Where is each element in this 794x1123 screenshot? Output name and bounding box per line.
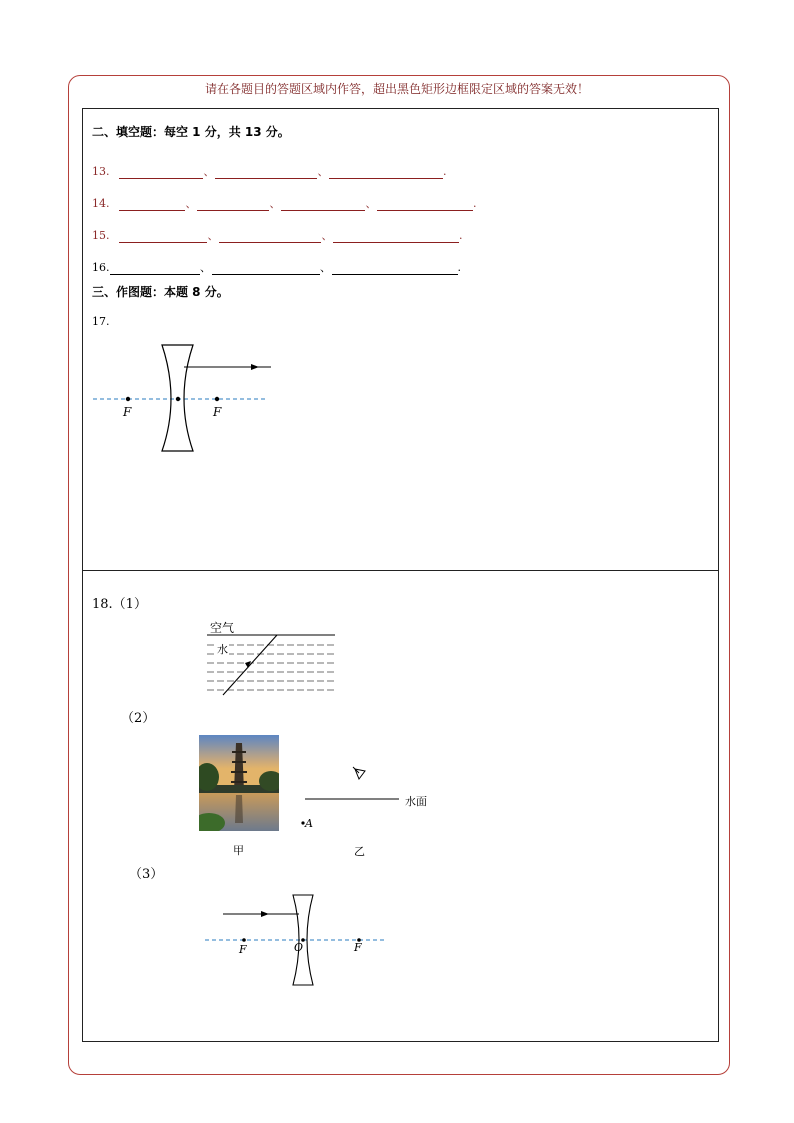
water-surface-label: 水面 [405,795,427,808]
q16-row [92,259,461,279]
refracted-ray [223,635,277,695]
answer-box-q18 [82,570,719,1042]
period: . [457,261,461,274]
q13-blank-1[interactable] [119,166,203,179]
q14-row [92,195,477,215]
q14-blank-3[interactable] [281,198,365,211]
q17-focus-right-label: F [213,405,222,419]
q14-blank-2[interactable] [197,198,269,211]
q13-blank-3[interactable] [329,166,443,179]
focal-point-left [126,397,130,401]
separator: 、 [317,165,329,178]
q15-blank-2[interactable] [219,230,321,243]
section2-title: 二、填空题：每空 1 分，共 13 分。 [92,125,290,139]
q13-row [92,163,447,183]
focal-point-left [242,938,246,942]
separator: 、 [365,197,377,210]
period: . [443,165,447,178]
q17-focus-left-label: F [123,405,132,419]
optical-center [176,397,180,401]
q17-number: 17. [92,315,110,328]
q16-number: 16. [92,261,110,274]
pagoda-reflection-photo [199,735,279,831]
q16-blank-2[interactable] [212,262,320,275]
part3-label: （3） [129,867,164,882]
air-label: 空气 [210,621,235,635]
q14-blank-4[interactable] [377,198,473,211]
q15-number: 15. [92,229,110,242]
reflection-diagram [301,761,401,831]
separator: 、 [207,229,219,242]
arrow-icon [261,911,269,917]
q15-blank-1[interactable] [119,230,207,243]
q17-concave-lens-diagram [83,329,303,459]
arrow-icon [251,364,259,370]
q16-blank-3[interactable] [332,262,458,275]
part2-label: （2） [121,711,156,726]
answer-notice: 请在各题目的答题区域内作答，超出黑色矩形边框限定区域的答案无效！ [204,82,589,96]
q18-center-label: O [294,941,304,954]
period: . [459,229,463,242]
q18-label: 18.（1） [92,597,147,612]
caption-yi: 乙 [354,845,365,858]
section3-title: 三、作图题：本题 8 分。 [92,285,229,299]
q15-blank-3[interactable] [333,230,459,243]
period: . [473,197,477,210]
water-label: 水 [217,643,228,656]
caption-jia: 甲 [233,844,244,857]
separator: 、 [320,261,331,274]
q13-blank-2[interactable] [215,166,317,179]
separator: 、 [269,197,281,210]
separator: 、 [203,165,215,178]
q14-blank-1[interactable] [119,198,185,211]
separator: 、 [200,261,211,274]
q15-row [92,227,463,247]
q13-number: 13. [92,165,110,178]
separator: 、 [185,197,197,210]
answer-box-section2-3 [82,108,719,571]
q18-focus-right-label: F [354,941,362,954]
q18-focus-left-label: F [239,943,247,956]
q18-concave-lens-diagram [203,889,387,989]
point-a-label: A [305,817,313,830]
q16-blank-1[interactable] [110,262,200,275]
q14-number: 14. [92,197,110,210]
focal-point-right [215,397,219,401]
separator: 、 [321,229,333,242]
